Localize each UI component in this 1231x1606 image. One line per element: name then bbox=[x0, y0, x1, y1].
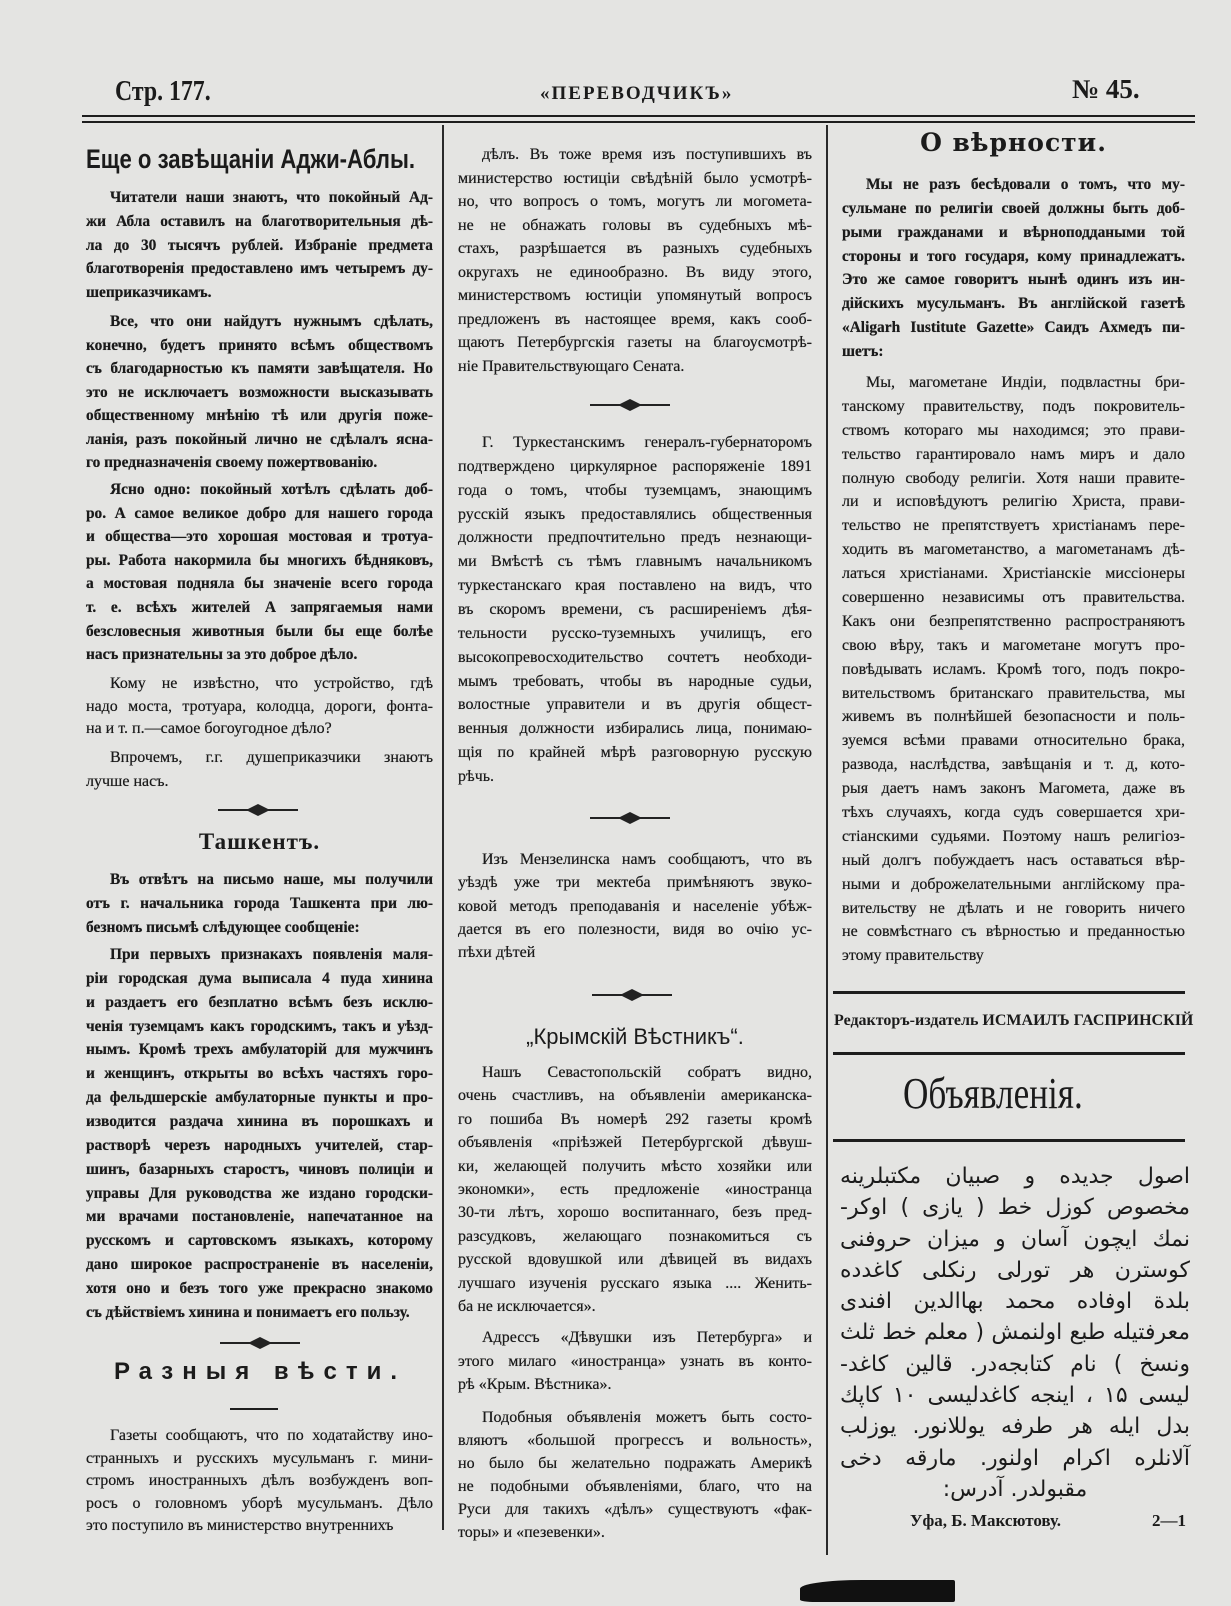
article-paragraph bbox=[458, 1061, 812, 1318]
text-line: ли и исповѣдуютъ религію Христа, прави- bbox=[842, 493, 1185, 511]
text-line: безномъ письмѣ слѣдующее сообщеніе: bbox=[86, 919, 360, 936]
ornament-divider bbox=[218, 803, 298, 817]
text-line: Ясно одно: покойный хотѣлъ сдѣлать доб- bbox=[110, 481, 433, 498]
text-line: ходить въ магометанство, а магометанамъ дѣ- bbox=[842, 541, 1185, 559]
text-line: стіанскими судьями. Поэтому нашъ религіоз- bbox=[842, 827, 1185, 845]
ad-number: 2—1 bbox=[1152, 1511, 1186, 1530]
text-line: 30-ти лѣтъ, хорошо воспитаннаго, безъ пред- bbox=[458, 1204, 812, 1222]
text-line: мымъ требовать, чтобы въ народные судьи, bbox=[458, 672, 812, 690]
text-line: въ скоромъ времени, съ расширеніемъ дѣя- bbox=[458, 601, 812, 619]
article-paragraph bbox=[86, 1425, 433, 1538]
scan-shadow bbox=[800, 1580, 955, 1602]
text-line: ла до 30 тысячъ рублей. Избраніе предмета bbox=[86, 236, 433, 254]
text-line: Руси для такихъ «дѣлъ» существуютъ «фак- bbox=[458, 1501, 812, 1518]
text-line: и общества—это хорошая мостовая и тротуа- bbox=[86, 528, 433, 546]
column-divider bbox=[442, 125, 444, 1530]
text-line: шинъ, базарныхъ старостъ, чиновъ полиціи и bbox=[86, 1160, 433, 1178]
text-line: вляютъ «большой прогрессъ и вольность», bbox=[458, 1432, 812, 1449]
text-line: ба не исключается». bbox=[458, 1297, 596, 1315]
text-line: объявленія «пріѣзжей Петербургской дѣвуш- bbox=[458, 1134, 812, 1152]
text-line: округахъ не единообразно. Въ виду этого, bbox=[458, 263, 812, 281]
arabic-text-line: بلدة اوفاده محمد بهاالدین افندی bbox=[840, 1289, 1190, 1315]
text-line: повѣдывать исламъ. Кромѣ того, подъ покро- bbox=[842, 660, 1185, 678]
text-line: растворѣ черезъ народныхъ учителей, стар- bbox=[86, 1136, 433, 1154]
text-line: стороны и того государя, кому принадлежатъ. bbox=[842, 247, 1185, 265]
text-line: латься христіанами. Христіанскіе миссіонеры bbox=[842, 565, 1185, 583]
text-line: странныхъ и русскихъ мусульманъ г. мини- bbox=[86, 1449, 433, 1467]
text-line: русскій языкъ предоставлялись общественныя bbox=[458, 505, 812, 523]
text-line: ніе Правительствующаго Сената. bbox=[458, 357, 685, 375]
text-line: ный долгъ побуждаетъ насъ оставаться вѣр- bbox=[842, 851, 1185, 869]
text-line: Мы не разъ бесѣдовали о томъ, что му- bbox=[866, 176, 1185, 193]
ad-address: Уфа, Б. Максютову. bbox=[910, 1511, 1062, 1530]
section-title-krym: „Крымскій Вѣстникъ“. bbox=[526, 1024, 744, 1049]
text-line: Адрессъ «Дѣвушки изъ Петербурга» и bbox=[482, 1329, 812, 1346]
ad-arabic-text bbox=[840, 1161, 1190, 1505]
article-paragraph bbox=[86, 746, 433, 793]
text-line: Г. Туркестанскимъ генералъ-губернаторомъ bbox=[482, 434, 812, 451]
text-line: подтверждено циркулярное распоряженіе 1891 bbox=[458, 457, 812, 475]
page-number: Стр. 177. bbox=[115, 76, 211, 107]
arabic-text-line: اصول جدیده و صبیان مکتبلرینه bbox=[840, 1164, 1190, 1189]
text-line: русскомъ и сартовскомъ языкахъ, которому bbox=[86, 1232, 433, 1250]
text-line: туркестанскаго края поставлено на видъ, что bbox=[458, 577, 812, 595]
article-paragraph bbox=[86, 868, 433, 940]
text-line: венныя должности избирались лица, понимаю- bbox=[458, 720, 812, 738]
text-line: тѣхъ случаяхъ, когда судъ совершается хри- bbox=[842, 804, 1185, 822]
header-rule-thick bbox=[82, 115, 1195, 117]
text-line: ки, желающей получить мѣсто хозяйки или bbox=[458, 1157, 812, 1175]
text-line: дается въ его полезности, видя во очію ус- bbox=[458, 920, 812, 938]
text-line: безсловесныя животныя были бы еще болѣе bbox=[86, 622, 433, 640]
text-line: При первыхъ признакахъ появленія маля- bbox=[110, 946, 433, 963]
text-line: Подобныя объявленія можетъ быть состо- bbox=[482, 1409, 812, 1426]
text-line: рѣчь. bbox=[458, 768, 495, 786]
text-line: уѣздѣ уже три мектеба примѣняютъ звуко- bbox=[458, 874, 812, 892]
text-line: Все, что они найдутъ нужнымъ сдѣлать, bbox=[110, 313, 433, 330]
text-line: стромъ иностранныхъ дѣлъ возбужденъ воп- bbox=[86, 1472, 433, 1489]
text-line: стахъ, разрѣшается въ разныхъ судебныхъ bbox=[458, 240, 812, 257]
text-line: ченія туземцамъ какъ городскимъ, такъ и уѣзд- bbox=[86, 1017, 433, 1035]
text-line: съ дѣйствіемъ хинина и понимаетъ его пользу. bbox=[86, 1303, 410, 1321]
article-paragraph bbox=[86, 478, 433, 667]
ornament-divider bbox=[590, 398, 670, 412]
text-line: зуемся всѣми правами относительно брака, bbox=[842, 732, 1185, 750]
text-line: т. е. всѣхъ жителей А запрягаемыя нами bbox=[86, 598, 433, 616]
text-line: хотя оно и безъ того уже прекрасно знакомо bbox=[86, 1280, 433, 1298]
issue-number: № 45. bbox=[1072, 74, 1140, 104]
text-line: живемъ въ полнѣйшей безопасности и поль- bbox=[842, 708, 1185, 726]
text-line: нымъ. Кромѣ трехъ амбулаторій для мужчинъ bbox=[86, 1041, 433, 1059]
text-line: рыми гражданами и вѣрноподдаными той bbox=[842, 223, 1185, 241]
arabic-text-line: بدل ایله هر طرفه یوللانور. یوزلب bbox=[840, 1414, 1190, 1440]
text-line: шеприказчикамъ. bbox=[86, 284, 212, 301]
text-line: отъ г. начальника города Ташкента при лю- bbox=[86, 895, 433, 912]
article-paragraph bbox=[842, 173, 1185, 364]
ornament-divider bbox=[220, 1336, 300, 1350]
text-line: этому правительству bbox=[842, 947, 984, 965]
text-line: но было бы желательно подражать Америкѣ bbox=[458, 1455, 812, 1472]
text-line: росъ о головномъ уборѣ мусульманъ. Дѣло bbox=[86, 1494, 433, 1512]
arabic-text-line: کوسترن هر تورلی رنکلی کاغدده bbox=[840, 1257, 1190, 1283]
text-line: Изъ Мензелинска намъ сообщаютъ, что въ bbox=[482, 851, 812, 868]
ads-title: Объявленія. bbox=[903, 1069, 1083, 1118]
text-line: танскому правительству, подъ покровитель- bbox=[842, 397, 1185, 415]
arabic-text-line: آلانلره اکرام اولنور. مارقه دخی bbox=[840, 1445, 1190, 1471]
text-line: надо моста, тротуара, колодца, дороги, фонта- bbox=[86, 697, 433, 715]
text-line: но, что вопросъ о томъ, могутъ ли могомета- bbox=[458, 193, 812, 210]
article-title: Еще о завѣщаніи Аджи-Аблы. bbox=[86, 144, 415, 174]
text-line: жи Абла оставилъ на благотворительныя дѣ- bbox=[86, 212, 433, 230]
text-line: лучше насъ. bbox=[86, 772, 169, 790]
arabic-text-line: ونسخ ) نام کتابجه‌در. قالین کاغد- bbox=[840, 1351, 1190, 1377]
text-line: ствомъ котораго мы находимся; это прави- bbox=[842, 421, 1185, 439]
text-line: совершенно независимы отъ правительства. bbox=[842, 589, 1185, 607]
text-line: вительствомъ британскаго правительства, мы bbox=[842, 684, 1185, 702]
text-line: ры. Работа накормила бы многихъ бѣдняковъ, bbox=[86, 551, 433, 569]
text-line: должности предпочтительно предъ незнающи- bbox=[458, 529, 812, 547]
arabic-text-line: معرفتیله طبع اولنمش ( معلم خط ثلث bbox=[840, 1320, 1190, 1346]
text-line: Кому не извѣстно, что устройство, гдѣ bbox=[110, 675, 433, 692]
text-line: Въ отвѣтъ на письмо наше, мы получили bbox=[110, 871, 433, 888]
text-line: конечно, будетъ принято всѣмъ обществомъ bbox=[86, 336, 433, 354]
text-line: тельности русско-туземныхъ училищъ, его bbox=[458, 624, 812, 642]
text-line: русской вдовушкой или дѣвицей въ видахъ bbox=[458, 1251, 812, 1269]
editor-publisher-line: Редакторъ-издатель ИСМАИЛЪ ГАСПРИНСКІЙ bbox=[834, 1012, 1194, 1029]
text-line: года о томъ, чтобы туземцамъ, знающимъ bbox=[458, 481, 812, 499]
text-line: не подобными объявленіями, благо, что на bbox=[458, 1478, 812, 1495]
article-paragraph bbox=[86, 186, 433, 305]
text-line: высокопревосходительство сочтетъ необходи- bbox=[458, 648, 812, 666]
text-line: общественному мнѣнію тѣ или другія поже- bbox=[86, 407, 433, 424]
text-line: щаютъ Петербургскія газеты на благоусмотрѣ- bbox=[458, 334, 812, 351]
text-line: пѣхи дѣтей bbox=[458, 944, 536, 961]
ornament-divider bbox=[590, 811, 670, 825]
section-title-tashkent: Ташкентъ. bbox=[198, 829, 321, 854]
article-paragraph bbox=[458, 1326, 812, 1397]
text-line: рыя даетъ намъ законъ Магомета, даже въ bbox=[842, 780, 1185, 798]
section-rule bbox=[833, 991, 1185, 994]
text-line: не не обнажать головы въ судебныхъ мѣ- bbox=[458, 216, 812, 234]
text-line: на и т. п.—самое богоугодное дѣло? bbox=[86, 720, 332, 737]
article-paragraph bbox=[86, 310, 433, 475]
text-line: «Aligarh Iustitute Gazette» Саидъ Ахмедъ пи- bbox=[842, 319, 1185, 337]
text-line: рѣ «Крым. Вѣстника». bbox=[458, 1376, 612, 1393]
arabic-text-line: مخصوص کوزل خط ( یازی ) اوکر- bbox=[840, 1195, 1190, 1221]
section-title-news: Разныя вѣсти. bbox=[113, 1358, 407, 1385]
text-line: это поступило въ министерство внутреннихъ bbox=[86, 1517, 394, 1534]
text-line: очень счастливъ, на объявленіи американска- bbox=[458, 1087, 812, 1105]
text-line: ковой методъ преподаванія и населеніе убѣж- bbox=[458, 897, 812, 915]
arabic-text-line: نمك ایچون آسان و میزان حروفنی bbox=[840, 1226, 1190, 1252]
text-line: Газеты сообщаютъ, что по ходатайству ино- bbox=[110, 1427, 433, 1444]
text-line: го пошиба Въ номерѣ 292 газеты кромѣ bbox=[458, 1110, 812, 1128]
text-line: ными и доброжелательными англійскому пра- bbox=[842, 875, 1185, 893]
text-line: изводится раздача хинина въ порошкахъ и bbox=[86, 1113, 433, 1131]
article-paragraph bbox=[458, 848, 812, 964]
text-line: предложенъ въ настоящее время, какъ сооб- bbox=[458, 310, 812, 328]
text-line: развода, наслѣдства, завѣщанія и т. д, кото- bbox=[842, 756, 1185, 774]
article-paragraph bbox=[86, 673, 433, 741]
text-line: благотворенія предоставлено имъ четыремъ ду- bbox=[86, 260, 433, 278]
text-line: лучшаго изученія русскаго языка .... Женить- bbox=[458, 1274, 812, 1292]
text-line: Нашъ Севастопольскій собратъ видно, bbox=[482, 1064, 812, 1081]
text-line: волостные управители и въ другія общест- bbox=[458, 696, 812, 714]
article-paragraph bbox=[458, 1406, 812, 1544]
text-line: ланія, разъ покойный лично не сдѣлалъ ясна- bbox=[86, 430, 433, 448]
text-line: го предназначенія своему пожертвованію. bbox=[86, 454, 378, 471]
article-paragraph bbox=[842, 371, 1185, 968]
article-paragraph bbox=[458, 431, 812, 789]
article-paragraph bbox=[86, 943, 433, 1325]
text-line: не совмѣстнаго съ вѣрностью и преданностью bbox=[842, 923, 1185, 941]
text-line: Это же самое говоритъ нынѣ одинъ изъ ин- bbox=[842, 271, 1185, 289]
text-line: ми Вмѣстѣ съ тѣмъ главнымъ начальникомъ bbox=[458, 553, 812, 571]
text-line: экономки», есть предложеніе «иностранца bbox=[458, 1180, 812, 1198]
text-line: и раздаетъ его безплатно всѣмъ безъ исклю- bbox=[86, 993, 433, 1011]
text-line: да фельдшерскіе амбулаторные пункты и про- bbox=[86, 1089, 433, 1107]
text-line: свою вѣру, такъ и магометане могутъ про- bbox=[842, 636, 1185, 654]
text-line: дано широкое распространеніе въ населеніи, bbox=[86, 1256, 433, 1274]
text-line: Впрочемъ, г.г. душеприказчики знаютъ bbox=[110, 749, 433, 766]
text-line: Мы, магометане Индіи, подвластны бри- bbox=[866, 374, 1185, 391]
text-line: этого милаго «иностранца» узнать въ конто- bbox=[458, 1352, 812, 1370]
text-line: насъ признательны за это доброе дѣло. bbox=[86, 646, 358, 664]
section-rule bbox=[833, 1052, 1185, 1055]
text-line: дѣлъ. Въ тоже время изъ поступившихъ въ bbox=[482, 146, 812, 163]
ornament-divider bbox=[592, 988, 672, 1002]
text-line: дійскихъ мусульманъ. Въ англійской газетѣ bbox=[842, 295, 1185, 313]
text-line: ріи городская дума выписала 4 пуда хинина bbox=[86, 969, 433, 987]
text-line: Какъ они безпрепятственно распространяютъ bbox=[842, 612, 1185, 630]
text-line: ми врачами постановленіе, напечатанное на bbox=[86, 1208, 433, 1226]
article-paragraph bbox=[458, 143, 812, 378]
newspaper-title: «ПЕРЕВОДЧИКЪ» bbox=[540, 83, 734, 104]
text-line: полную свободу религіи. Хотя наши правите- bbox=[842, 469, 1185, 487]
text-line: министерство юстиціи свѣдѣній было усмотрѣ- bbox=[458, 169, 812, 187]
text-line: вительству не дѣлать и не говорить ничего bbox=[842, 899, 1185, 917]
article-title-loyalty: О вѣрности. bbox=[920, 128, 1107, 157]
section-rule bbox=[833, 1139, 1185, 1142]
arabic-text-line: مقبولدر. آدرس: bbox=[942, 1476, 1088, 1502]
text-line: щія по крайней мѣрѣ разговорную русскую bbox=[458, 744, 812, 762]
text-line: Читатели наши знаютъ, что покойный Ад- bbox=[110, 189, 433, 206]
text-line: и женщинъ, открыты во всѣхъ частяхъ горо- bbox=[86, 1065, 433, 1083]
text-line: тельство гарантировало намъ миръ и дало bbox=[842, 445, 1185, 463]
text-line: шетъ: bbox=[842, 342, 884, 360]
text-line: съ благодарностью къ памяти завѣщателя. Но bbox=[86, 360, 433, 377]
text-line: тельство не препятствуетъ христіанамъ пере- bbox=[842, 517, 1185, 535]
arabic-text-line: لیسی ۱۵ ، اینجه کاغدلیسی ۱۰ کاپك bbox=[840, 1383, 1190, 1409]
text-line: а мостовая подняла бы значеніе всего города bbox=[86, 575, 433, 593]
text-line: это не исключаетъ возможности высказывать bbox=[86, 383, 433, 401]
text-line: управы Для руководства же издано городски- bbox=[86, 1184, 433, 1202]
text-line: торы» и «пезевенки». bbox=[458, 1524, 605, 1541]
header-rule-thin bbox=[82, 121, 1195, 123]
column-divider bbox=[826, 125, 828, 1555]
text-line: ро. А самое великое добро для нашего города bbox=[86, 504, 433, 522]
text-line: сульмане по религіи своей должны быть доб- bbox=[842, 199, 1185, 217]
short-rule bbox=[230, 1408, 278, 1410]
text-line: министерствомъ юстиціи упомянутый вопросъ bbox=[458, 287, 812, 304]
text-line: разсудковъ, желающаго познакомиться съ bbox=[458, 1227, 812, 1245]
